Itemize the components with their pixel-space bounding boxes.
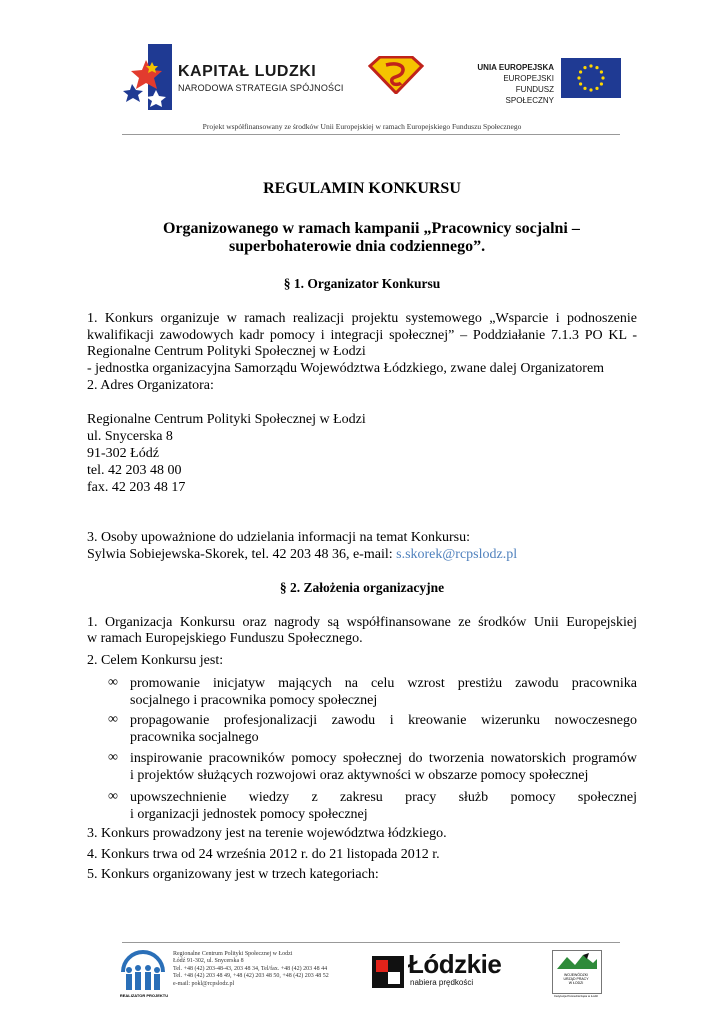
rcps-logo <box>120 948 166 998</box>
wup-arrow-icon <box>553 951 601 971</box>
document-subtitle-line1: Organizowanego w ramach kampanii „Pracownicy socjalni – <box>163 220 580 237</box>
rcps-caption: REALIZATOR PROJEKTU <box>119 993 169 998</box>
bullet-icon: ∞ <box>108 675 118 690</box>
address-fax: fax. 42 203 48 17 <box>87 480 186 495</box>
lodzkie-title: Łódzkie <box>408 949 502 979</box>
lodzkie-mark-icon <box>372 956 404 988</box>
ue-text-block <box>470 62 554 106</box>
s1-p1-line1: 1. Konkurs organizuje w ramach realizacji projektu systemowego „Wsparcie i podnoszenie <box>87 311 637 326</box>
footer-divider <box>122 942 620 943</box>
s2-p1-line2: w ramach Europejskiego Funduszu Społecznego. <box>87 631 363 646</box>
wup-line2: URZĄD PRACY <box>563 977 589 981</box>
bullet-4-line1: upowszechnienie wiedzy z zakresu pracy służb pomocy społecznej <box>130 790 637 805</box>
address-name: Regionalne Centrum Polityki Społecznej w Łodzi <box>87 412 366 427</box>
superhero-emblem-icon <box>368 56 424 94</box>
s2-p1-line1: 1. Organizacja Konkursu oraz nagrody są współfinansowane ze środków Unii Europejskiej <box>87 615 637 630</box>
lodzkie-slogan: nabiera prędkości <box>410 978 474 987</box>
footer-line4: Tel. +48 (42) 203 48 49, +48 (42) 203 48 50, +48 (42) 203 48 52 <box>173 973 329 980</box>
s1-p1-line2: kwalifikacji zawodowych kadr pomocy i integracji społecznej” – Poddziałanie 7.1.3 PO KL - <box>87 328 637 343</box>
wup-text <box>552 973 600 985</box>
kapital-ludzki-logo <box>122 44 172 110</box>
bullet-1-line1: promowanie inicjatyw mających na celu wzrost prestiżu zawodu pracownika <box>130 676 637 691</box>
ue-title: UNIA EUROPEJSKA <box>477 63 554 72</box>
kapital-ludzki-subtitle: NARODOWA STRATEGIA SPÓJNOŚCI <box>178 83 344 93</box>
kapital-ludzki-title: KAPITAŁ LUDZKI <box>178 63 317 80</box>
footer-line5: e-mail: pokl@rcpslodz.pl <box>173 980 235 987</box>
s2-p4: 4. Konkurs trwa od 24 września 2012 r. do 21 listopada 2012 r. <box>87 847 440 862</box>
s1-p3-line1: 3. Osoby upoważnione do udzielania informacji na temat Konkursu: <box>87 530 470 545</box>
s2-p3: 3. Konkurs prowadzony jest na terenie województwa łódzkiego. <box>87 826 447 841</box>
address-street: ul. Snycerska 8 <box>87 429 173 444</box>
bullet-4-line2: i organizacji jednostek pomocy społecznej <box>130 807 368 822</box>
section1-heading: § 1. Organizator Konkursu <box>283 276 441 291</box>
s1-p1-line4: - jednostka organizacyjna Samorządu Województwa Łódzkiego, zwane dalej Organizatorem <box>87 361 605 376</box>
address-tel: tel. 42 203 48 00 <box>87 463 182 478</box>
footer-line3: Tel. +48 (42) 203-48-43, 203 48 34, Tel/fax. +48 (42) 203 48 44 <box>173 965 328 972</box>
email-link[interactable]: s.skorek@rcpslodz.pl <box>396 547 518 562</box>
s2-p2: 2. Celem Konkursu jest: <box>87 653 224 668</box>
bullet-3-line2: i projektów służących rozwojowi oraz aktywności w obszarze pomocy społecznej <box>130 768 589 783</box>
eu-flag-icon <box>561 58 621 98</box>
wup-subtitle: Instytucja Pośrednicząca w Łodzi <box>553 994 599 998</box>
address-city: 91-302 Łódź <box>87 446 159 461</box>
wup-logo <box>552 950 602 994</box>
bullet-icon: ∞ <box>108 750 118 765</box>
bullet-2-line2: pracownika socjalnego <box>130 730 259 745</box>
ue-line2: EUROPEJSKI <box>503 74 554 83</box>
bullet-1-line2: socjalnego i pracownika pomocy społecznej <box>130 693 378 708</box>
document-subtitle-line2: superbohaterowie dnia codziennego”. <box>229 238 486 255</box>
s1-p3-line2 <box>87 547 517 563</box>
contact-text: Sylwia Sobiejewska-Skorek, tel. 42 203 48 36, e-mail: <box>87 547 397 562</box>
ue-line3: FUNDUSZ SPOŁECZNY <box>505 85 554 105</box>
footer-line2: Łódź 91-302, ul. Snycerska 8 <box>173 958 244 965</box>
footer-contact <box>173 951 329 988</box>
bullet-icon: ∞ <box>108 789 118 804</box>
wup-line1: WOJEWÓDZKI <box>563 973 589 977</box>
bullet-3-line1: inspirowanie pracowników pomocy społecznej do tworzenia nowatorskich programów <box>130 751 637 766</box>
section2-heading: § 2. Założenia organizacyjne <box>279 580 445 595</box>
s1-p2: 2. Adres Organizatora: <box>87 378 214 393</box>
cofinancing-note: Projekt współfinansowany ze środków Unii Europejskiej w ramach Europejskiego Funduszu Społecznego <box>202 122 522 131</box>
wup-line3: W ŁODZI <box>568 981 584 985</box>
s2-p5: 5. Konkurs organizowany jest w trzech kategoriach: <box>87 867 379 882</box>
s1-p1-line3: Regionalne Centrum Polityki Społecznej w Łodzi <box>87 344 366 359</box>
bullet-2-line1: propagowanie profesjonalizacji zawodu i kreowanie wizerunku nowoczesnego <box>130 713 637 728</box>
bullet-icon: ∞ <box>108 712 118 727</box>
header-divider <box>122 134 620 135</box>
document-title: REGULAMIN KONKURSU <box>263 180 461 197</box>
footer-line1: Regionalne Centrum Polityki Społecznej w Łodzi <box>173 951 293 957</box>
